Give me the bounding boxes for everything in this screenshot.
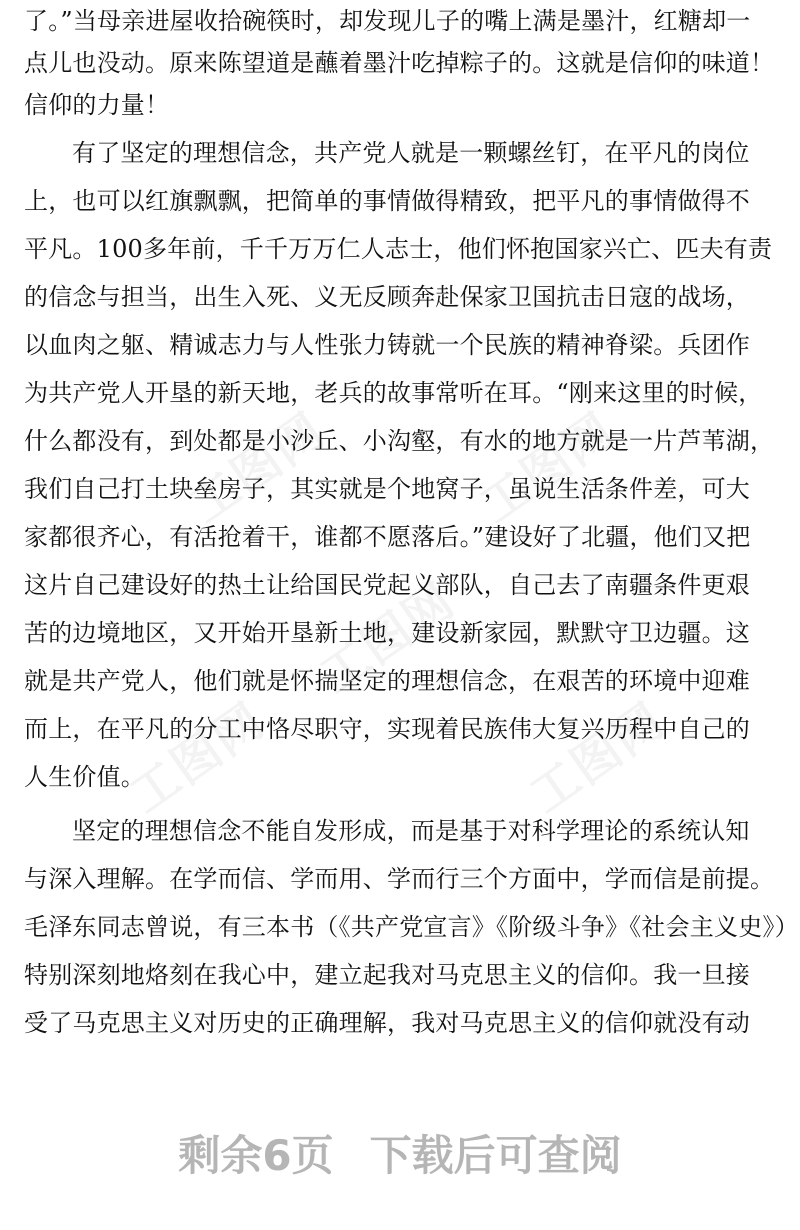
text-line: 苦的边境地区，又开始开垦新土地，建设新家园，默默守卫边疆。这: [24, 619, 750, 647]
text-line: 以血肉之躯、精诚志力与人性张力铸就一个民族的精神脊梁。兵团作: [24, 331, 750, 359]
text-line: 点儿也没动。原来陈望道是蘸着墨汁吃掉粽子的。这就是信仰的味道！: [24, 49, 775, 77]
download-more-button[interactable]: [0, 1120, 800, 1186]
text-line: 为共产党人开垦的新天地，老兵的故事常听在耳。“刚来这里的时候，: [24, 379, 763, 407]
text-line: 而上，在平凡的分工中恪尽职守，实现着民族伟大复兴历程中自己的: [24, 715, 750, 743]
text-line: 家都很齐心，有活抢着干，谁都不愿落后。”建设好了北疆，他们又把: [24, 523, 751, 551]
paragraph-start-line: 坚定的理想信念不能自发形成，而是基于对科学理论的系统认知: [72, 817, 750, 845]
watermark: 工图网: [310, 572, 466, 705]
text-line: 人生价值。: [24, 763, 145, 791]
watermark: 工图网: [470, 402, 626, 535]
text-line: 与深入理解。在学而信、学而用、学而行三个方面中，学而信是前提。: [24, 865, 775, 893]
watermark: 工图网: [520, 692, 676, 825]
text-line: 特别深刻地烙刻在我心中，建立起我对马克思主义的信仰。我一旦接: [24, 961, 750, 989]
text-line: 受了马克思主义对历史的正确理解，我对马克思主义的信仰就没有动: [24, 1009, 750, 1037]
text-line: 毛泽东同志曾说，有三本书（《共产党宣言》《阶级斗争》《社会主义史》）: [24, 913, 799, 941]
text-line: 平凡。100多年前，千千万万仁人志士，他们怀抱国家兴亡、匹夫有责: [24, 235, 773, 263]
remaining-pages-label: 剩余6页: [178, 1131, 334, 1180]
watermark: 工图网: [180, 402, 336, 535]
text-line: 信仰的力量！: [24, 91, 170, 119]
text-line: 上，也可以红旗飘飘，把简单的事情做得精致，把平凡的事情做得不: [24, 187, 750, 215]
text-line: 了。”当母亲进屋收拾碗筷时，却发现儿子的嘴上满是墨汁，红糖却一: [24, 7, 751, 35]
download-hint-label: 下载后可查阅: [369, 1131, 622, 1180]
text-line: 这片自己建设好的热土让给国民党起义部队，自己去了南疆条件更艰: [24, 571, 750, 599]
text-line: 就是共产党人，他们就是怀揣坚定的理想信念，在艰苦的环境中迎难: [24, 667, 750, 695]
text-line: 我们自己打土块垒房子，其实就是个地窝子，虽说生活条件差，可大: [24, 475, 750, 503]
text-line: 什么都没有，到处都是小沙丘、小沟壑，有水的地方就是一片芦苇湖，: [24, 427, 775, 455]
text-line: 的信念与担当，出生入死、义无反顾奔赴保家卫国抗击日寇的战场，: [24, 283, 750, 311]
watermark: 工图网: [120, 692, 276, 825]
paragraph-start-line: 有了坚定的理想信念，共产党人就是一颗螺丝钉，在平凡的岗位: [72, 139, 750, 167]
